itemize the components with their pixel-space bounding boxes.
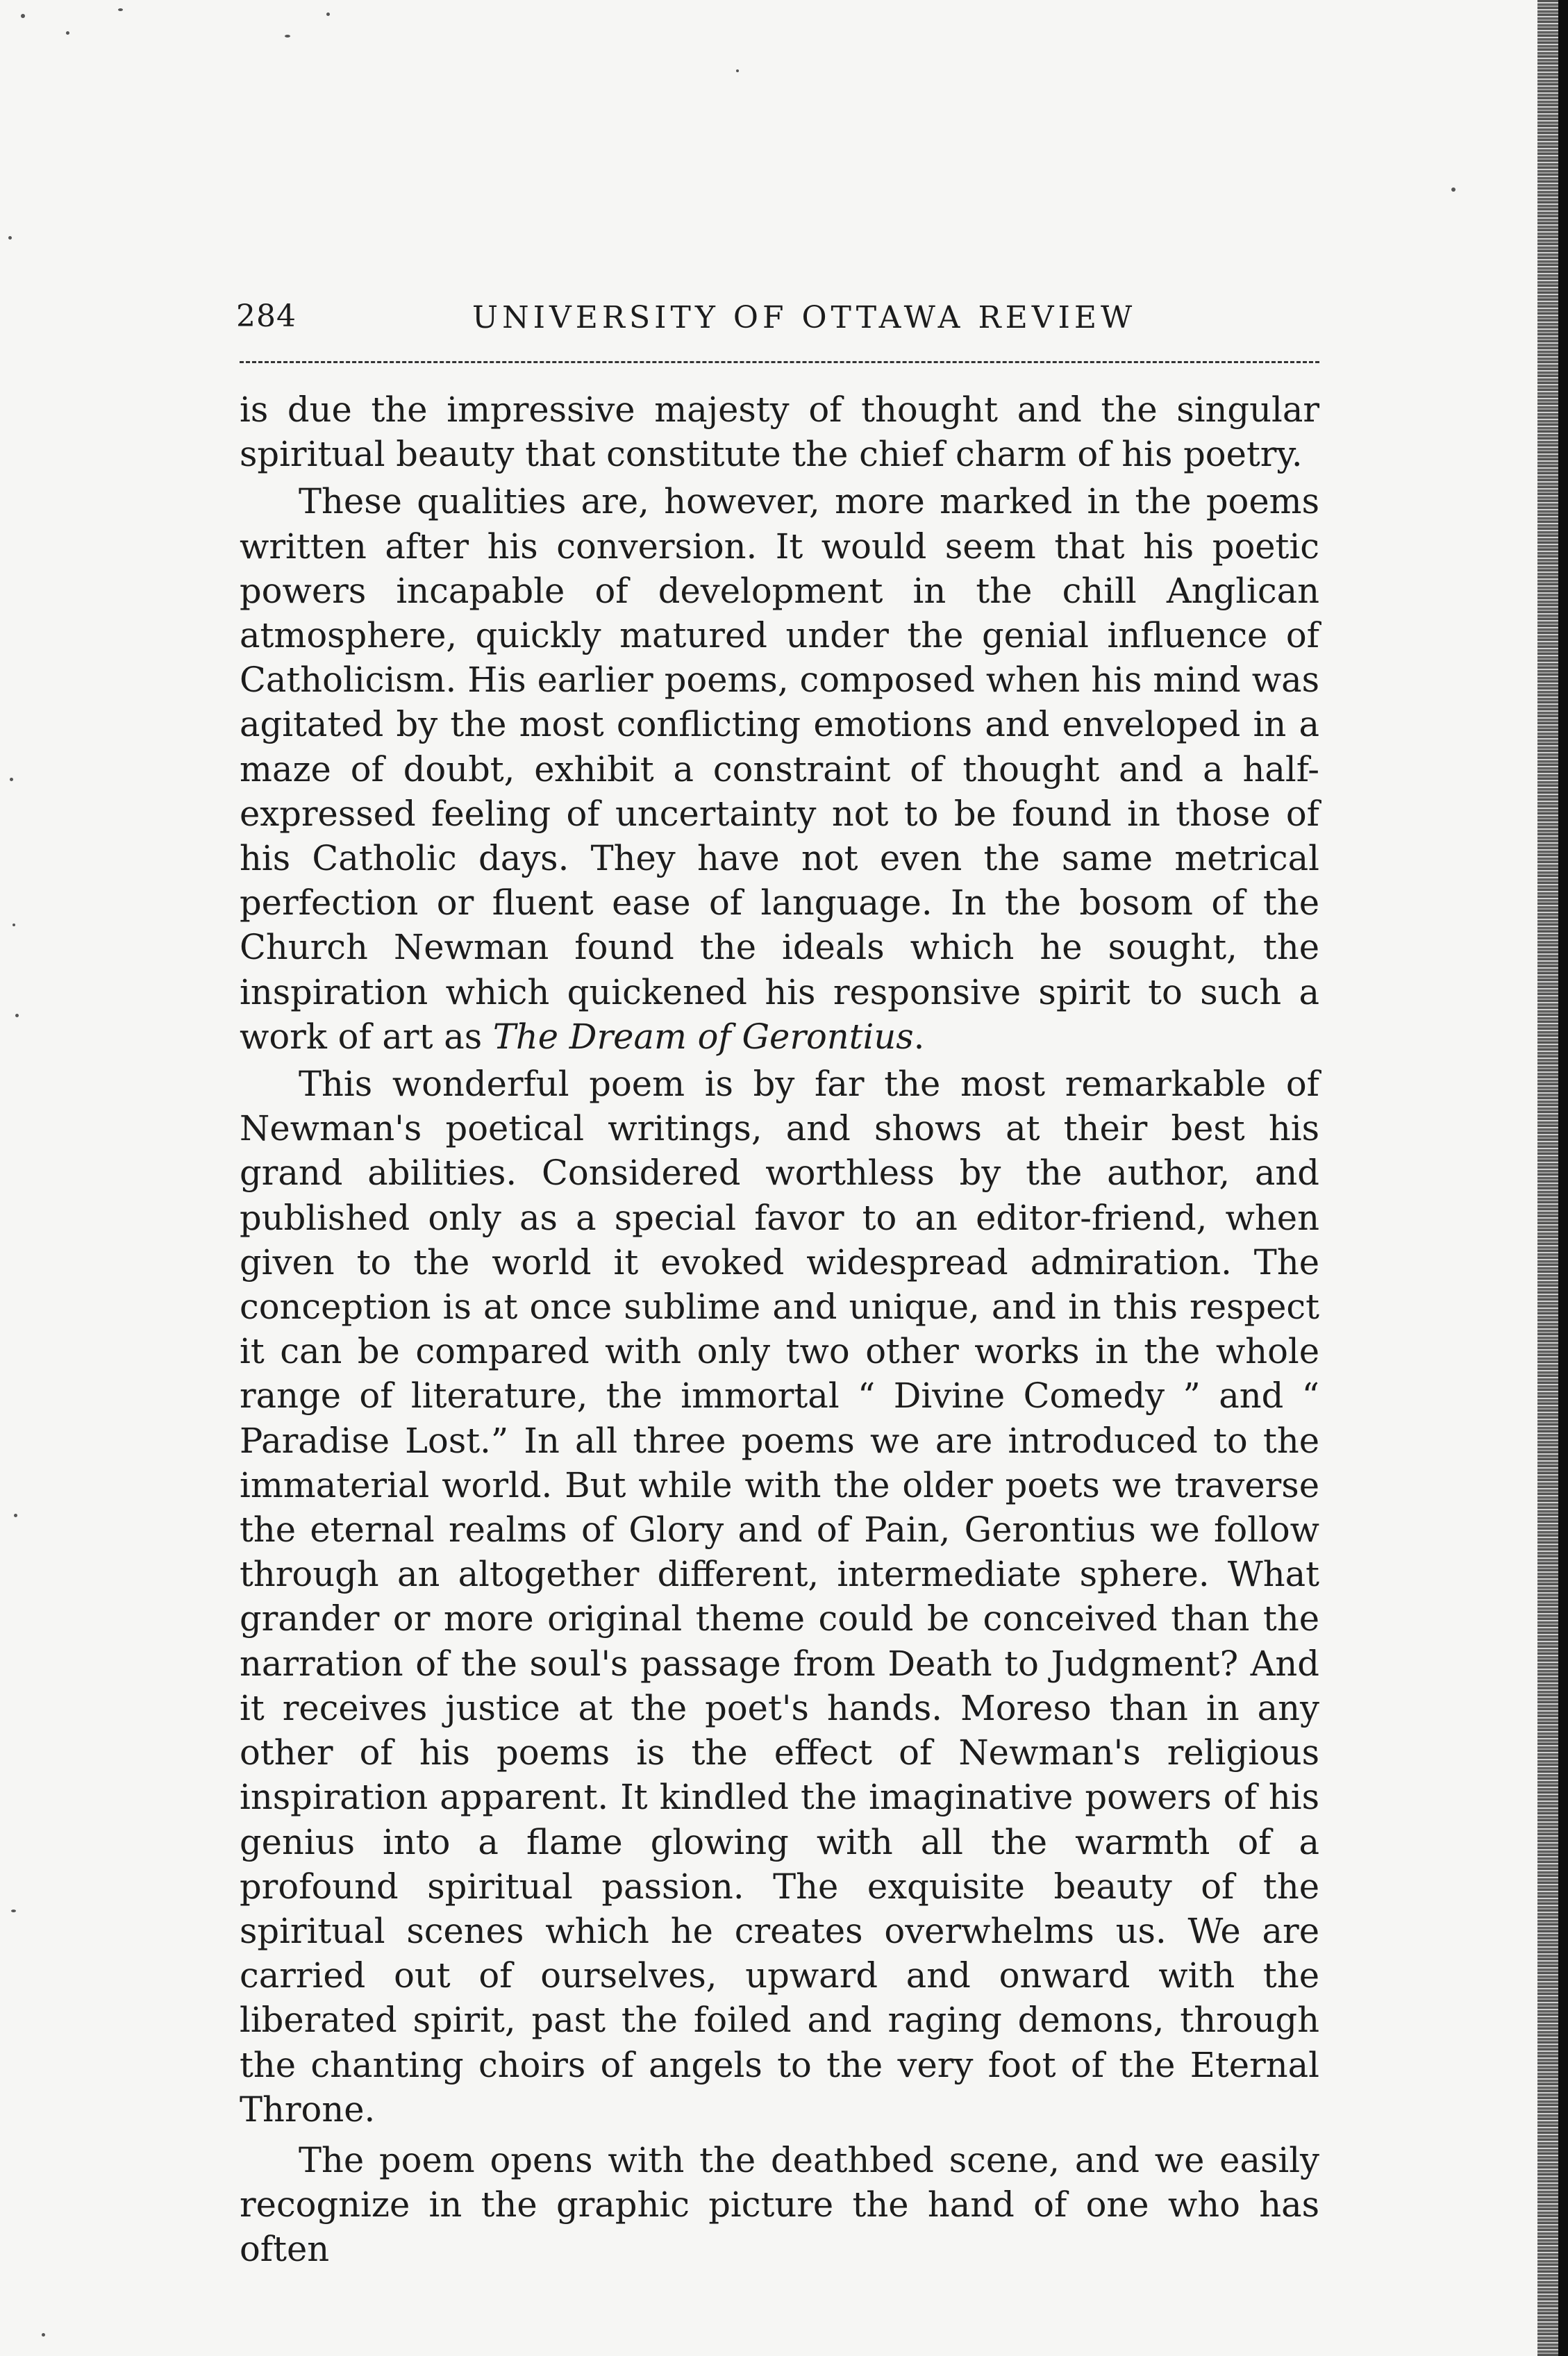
speck [285,35,290,37]
body-text [240,387,1319,2272]
page-header [236,299,1319,347]
speck [11,1910,16,1912]
page-number: 284 [236,299,297,334]
speck [326,12,330,16]
paragraph-4 [240,2138,1319,2272]
binding-edge [1558,0,1568,2356]
paragraph-3-text: This wonderful poem is by far the most remarkable of Newman's poetical writings, and shows at their best his grand abilities. Considered worthless by the author, and published only as a special favor to an editor-friend, when given to the world it evoked widespread admiration. The conception is at once sublime and unique, and in this respect it can be compared with only two other works in the whole range of literature, the immortal “ Divine Comedy ” and “ Paradise Lost.” In all three poems we are introduced to the immaterial world. But while with the older poets we traverse the eternal realms of Glory and of Pain, Gerontius we follow through an altogether different, intermediate sphere. What grander or more original theme could be conceived than the narration of the soul's passage from Death to Judgment? And it receives justice at the poet's hands. Moreso than in any other of his poems is the effect of Newman's religious inspiration apparent. It kindled the imaginative powers of his genius into a flame glowing with all the warmth of a profound spiritual passion. The exquisite beauty of the spiritual scenes which he creates overwhelms us. We are carried out of ourselves, upward and onward with the liberated spirit, past the foiled and raging demons, through the chanting choirs of angels to the very foot of the Eternal Throne. [240,1064,1319,2130]
paragraph-1-text: is due the impressive majesty of thought and the singular spiritual beauty that constitute the chief charm of his poetry. [240,390,1319,475]
paragraph-2 [240,479,1319,1059]
paragraph-2-end: . [913,1016,925,1057]
speck [118,8,123,11]
speck [66,31,69,35]
binding-edge-texture [1537,0,1558,2356]
speck [21,14,25,18]
header-rule [240,361,1319,363]
speck [14,1514,17,1517]
speck [8,236,12,240]
poem-title-italic: The Dream of Gerontius [492,1016,914,1057]
paragraph-4-text: The poem opens with the deathbed scene, and we easily recognize in the graphic picture the hand of one who has often [240,2139,1319,2270]
speck [10,778,13,781]
speck [1451,187,1456,192]
paragraph-1 [240,387,1319,476]
paragraph-2-text: These qualities are, however, more marked in the poems written after his conversion. It would seem that his poetic powers incapable of development in the chill Anglican atmosphere, quickly matured under the genial influence of Catholicism. His earlier poems, composed when his mind was agitated by the most conflicting emotions and enveloped in a maze of doubt, exhibit a constraint of thought and a half-expressed feeling of uncertainty not to be found in those of his Catholic days. They have not even the same metrical perfection or fluent ease of language. In the bosom of the Church Newman found the ideals which he sought, the inspiration which quickened his responsive spirit to such a work of art as [240,481,1319,1057]
speck [15,1014,19,1017]
speck [42,2333,45,2337]
speck [12,924,15,926]
paragraph-3 [240,1062,1319,2132]
running-title: UNIVERSITY OF OTTAWA REVIEW [472,300,1137,335]
speck [736,69,739,72]
